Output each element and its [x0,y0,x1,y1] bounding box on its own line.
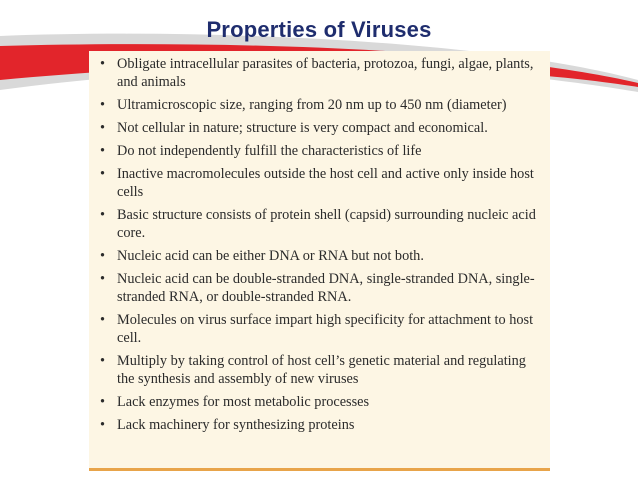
list-item [99,393,542,411]
list-item [99,416,542,434]
list-item [99,247,542,265]
bullet-icon: • [100,248,106,264]
bullet-icon: • [100,120,106,136]
list-item [99,165,542,201]
list-item [99,96,542,114]
list-item-text: Basic structure consists of protein shell (capsid) surrounding nucleic acid core. [117,207,536,241]
list-item-text: Molecules on virus surface impart high specificity for attachment to host cell. [117,312,534,346]
list-item-text: Do not independently fulfill the characteristics of life [117,143,422,159]
list-item [99,206,542,242]
list-item [99,270,542,306]
bullet-icon: • [100,312,106,328]
bullet-icon: • [100,166,106,182]
bullet-icon: • [100,207,106,223]
list-item [99,142,542,160]
bullet-icon: • [100,417,106,433]
content-box [89,51,550,471]
list-item-text: Obligate intracellular parasites of bacteria, protozoa, fungi, algae, plants, and animals [117,56,534,90]
properties-list [89,51,550,434]
bullet-icon: • [100,353,106,369]
bullet-icon: • [100,394,106,410]
page-title: Properties of Viruses [206,17,432,42]
list-item-text: Not cellular in nature; structure is very compact and economical. [117,120,488,136]
list-item [99,311,542,347]
list-item-text: Inactive macromolecules outside the host cell and active only inside host cells [117,166,534,200]
list-item-text: Nucleic acid can be either DNA or RNA but not both. [117,248,424,264]
bullet-icon: • [100,56,106,72]
list-item [99,352,542,388]
bullet-icon: • [100,97,106,113]
bullet-icon: • [100,271,106,287]
list-item-text: Nucleic acid can be double-stranded DNA, single-stranded DNA, single-stranded RNA, or double-stranded RNA. [117,271,535,305]
bullet-icon: • [100,143,106,159]
list-item-text: Ultramicroscopic size, ranging from 20 nm up to 450 nm (diameter) [117,97,507,113]
list-item [99,55,542,91]
list-item-text: Multiply by taking control of host cell’s genetic material and regulating the synthesis and assembly of new viruses [117,353,526,387]
list-item [99,119,542,137]
list-item-text: Lack enzymes for most metabolic processes [117,394,370,410]
list-item-text: Lack machinery for synthesizing proteins [117,417,355,433]
